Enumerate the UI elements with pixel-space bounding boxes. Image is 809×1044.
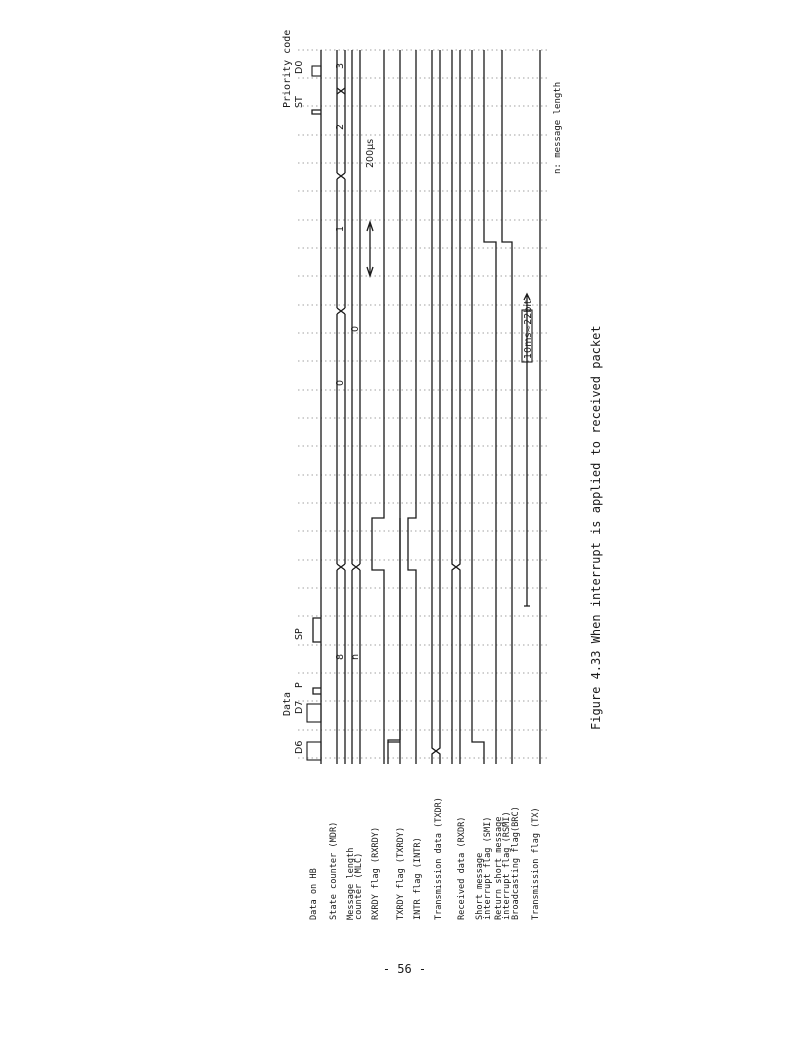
data-annotation: Data xyxy=(282,691,293,716)
signal-label-rsmi-1: Return short message xyxy=(494,816,504,920)
trace-mlc xyxy=(350,50,376,764)
signal-label-txdr: Transmission data (TXDR) xyxy=(434,797,444,920)
signal-label-mlc-1: Message length xyxy=(346,847,356,920)
sp-annotation: SP xyxy=(294,628,305,640)
signal-label-tx: Transmission flag (TX) xyxy=(531,807,541,920)
signal-label-intr: INTR flag (INTR) xyxy=(413,837,423,920)
trace-rxdr xyxy=(452,50,460,764)
trace-brc xyxy=(502,50,534,764)
trace-txdr xyxy=(432,50,440,764)
signal-label-smi-2: interrupt flag (SMI) xyxy=(483,816,493,920)
page-number: - 56 - xyxy=(382,962,427,976)
figure-caption: Figure 4.33 When interrupt is applied to received packet xyxy=(589,325,603,730)
mdr-value-3: 1 xyxy=(335,225,346,232)
signal-label-smi-1: Short message xyxy=(475,852,485,920)
figure-note: n: message length xyxy=(553,81,563,174)
signal-label-txrdy: TXRDY flag (TXRDY) xyxy=(396,826,406,920)
signal-label-rxdr: Received data (RXDR) xyxy=(457,816,467,920)
mdr-value-1: 8 xyxy=(335,653,346,660)
timing-200us: 200μs xyxy=(365,138,376,168)
signal-label-rsmi-2: interrupt flag (RSMI) xyxy=(502,811,512,920)
d0-annotation: D0 xyxy=(294,60,305,74)
signal-label-brc: Broadcasting flag(BRC) xyxy=(511,806,521,920)
timing-10ms: 10ms≈22bit xyxy=(523,300,534,359)
p-annotation: P xyxy=(294,682,305,688)
trace-txrdy xyxy=(388,50,400,764)
signal-labels xyxy=(309,797,541,920)
trace-intr xyxy=(408,50,416,764)
trace-data-on-hb xyxy=(307,50,321,764)
signal-label-mlc-2: counter (MLC) xyxy=(354,852,364,920)
signal-label-mdr: State counter (MDR) xyxy=(329,821,339,920)
signal-label-data-on-hb: Data on HB xyxy=(309,868,319,920)
time-grid xyxy=(298,50,548,758)
mdr-value-2: 0 xyxy=(335,379,346,386)
mlc-value-1: n xyxy=(350,653,361,660)
mlc-value-2: 0 xyxy=(350,325,361,332)
signal-label-rxrdy: RXRDY flag (RXRDY) xyxy=(371,826,381,920)
d7-annotation: D7 xyxy=(294,700,305,714)
d6-annotation: D6 xyxy=(294,740,305,754)
trace-rsmi xyxy=(484,50,496,764)
priority-code-annotation: Priority code xyxy=(282,29,293,108)
trace-smi xyxy=(472,50,484,764)
annotations xyxy=(282,30,305,754)
mdr-value-5: 3 xyxy=(335,62,346,69)
trace-mdr xyxy=(335,50,346,764)
st-annotation: ST xyxy=(294,96,305,108)
mdr-value-4: 2 xyxy=(335,123,346,130)
